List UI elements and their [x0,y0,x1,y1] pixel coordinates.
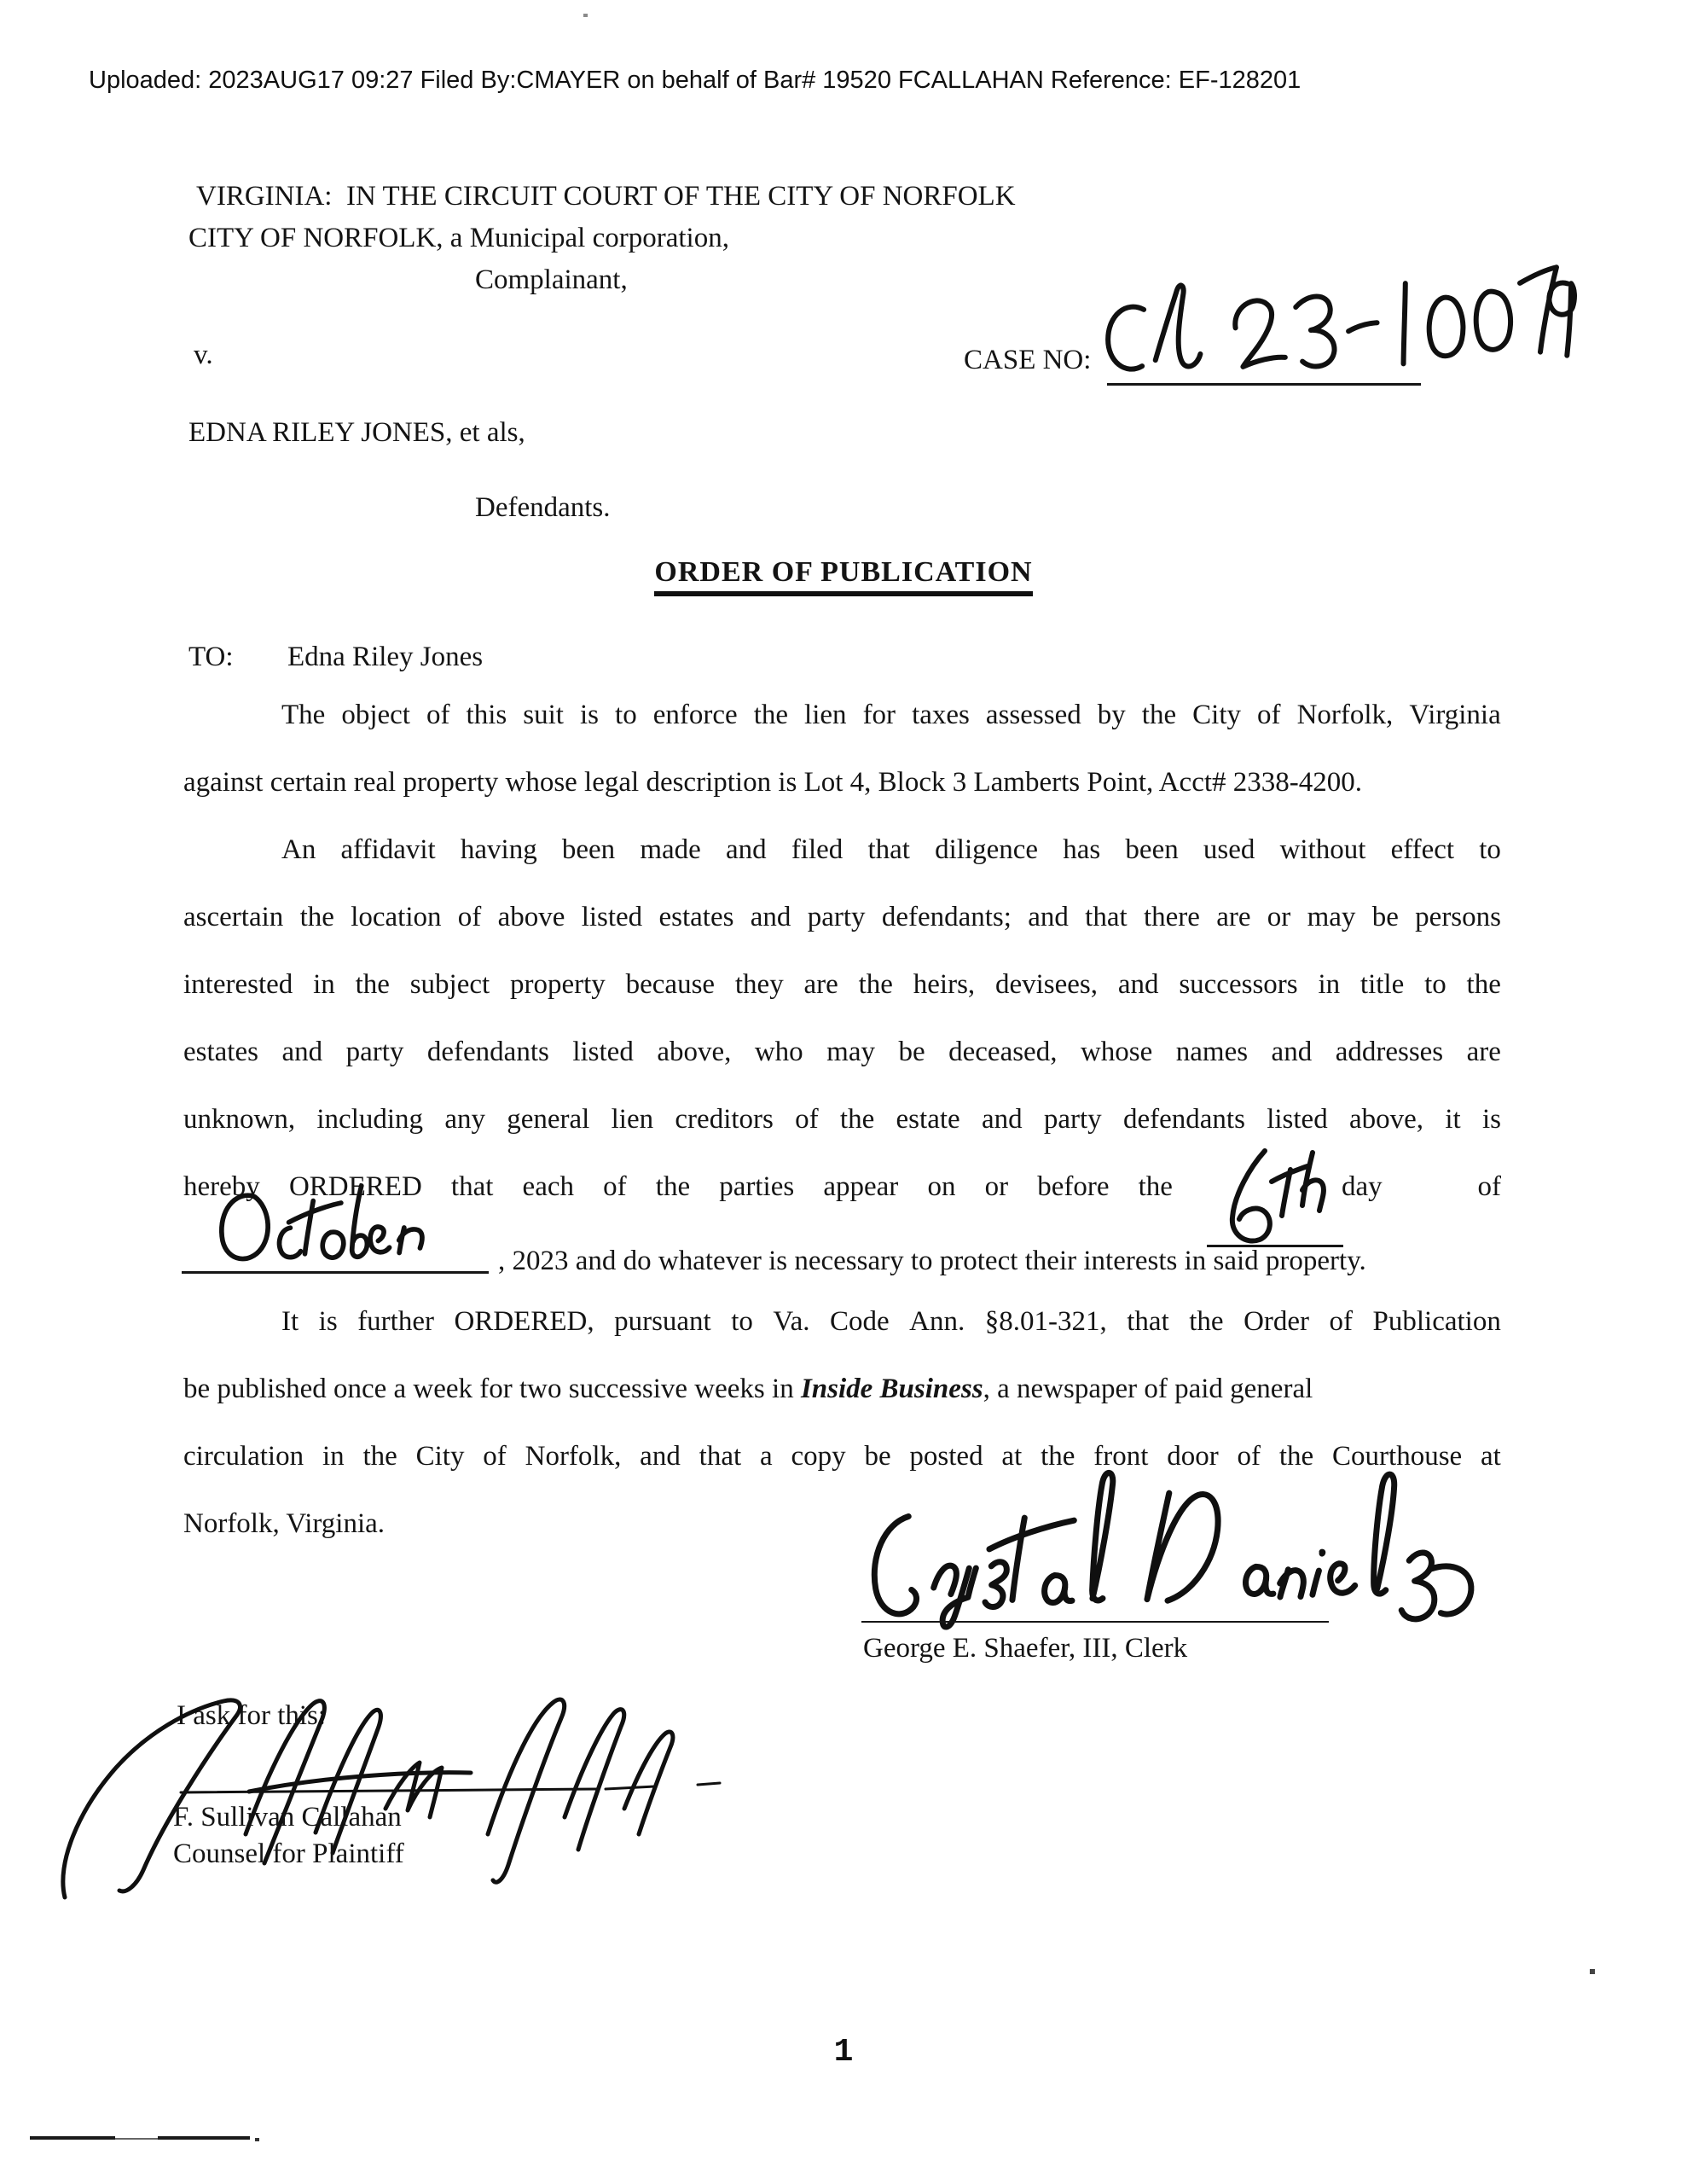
body-line-month-date [183,1237,1501,1278]
case-number-handwriting [1096,257,1588,393]
document-title-row [0,556,1687,596]
day-blank-slot [1214,1170,1383,1204]
body-line: Norfolk, Virginia. [183,1508,386,1539]
body-line: estates and party defendants listed above, who may be deceased, whose names and addresses are [183,1037,1501,1067]
court-caption-line: VIRGINIA: IN THE CIRCUIT COURT OF THE CITY OF NORFOLK [196,181,1016,212]
of-word: of [1477,1171,1501,1202]
newspaper-line-pre: be published once a week for two successive weeks in [183,1374,801,1404]
body-line: unknown, including any general lien creditors of the estate and party defendants listed above, it is [183,1104,1501,1135]
to-name: Edna Riley Jones [287,642,484,672]
scan-speck [583,14,588,17]
clerk-signature-line [861,1621,1329,1623]
day-blank [1214,1170,1342,1195]
scan-speck [255,2138,259,2141]
handwritten-month-october [186,1170,487,1278]
scan-speck [1590,1969,1595,1974]
body-line: An affidavit having been made and filed that diligence has been used without effect to [281,834,1501,865]
body-line-newspaper [183,1372,1501,1406]
body-line: against certain real property whose legal description is Lot 4, Block 3 Lamberts Point, Acct# 2338-4200. [183,767,1363,798]
defendant-role: Defendants. [475,492,611,523]
defendant-name: EDNA RILEY JONES, et als, [188,417,525,448]
day-word: day [1342,1171,1383,1202]
body-line: The object of this suit is to enforce the lien for taxes assessed by the City of Norfolk, Virginia [281,700,1501,730]
case-no-label: CASE NO: [964,345,1092,375]
page-number: 1 [833,2034,854,2071]
scan-line-artifact [158,2136,250,2140]
scan-line-artifact [30,2136,115,2140]
newspaper-name: Inside Business [800,1374,983,1404]
ordered-line-text: hereby ORDERED that each of the parties appear on or before the [183,1171,1173,1202]
filing-header: Uploaded: 2023AUG17 09:27 Filed By:CMAYER on behalf of Bar# 19520 FCALLAHAN Reference: EF-128201 [89,67,1301,94]
counsel-name: F. Sullivan Callahan [173,1802,402,1833]
clerk-signature-handwriting [853,1458,1504,1644]
handwritten-day-6th [1210,1141,1338,1252]
body-line: interested in the subject property because they are the heirs, devisees, and successors in title to the [183,969,1501,1000]
plaintiff-name: CITY OF NORFOLK, a Municipal corporation, [188,223,729,253]
body-line: It is further ORDERED, pursuant to Va. Code Ann. §8.01-321, that the Order of Publication [281,1306,1501,1337]
counsel-role: Counsel for Plaintiff [173,1838,404,1869]
body-line: circulation in the City of Norfolk, and that a copy be posted at the front door of the Courthouse at [183,1441,1501,1472]
clerk-name: George E. Shaefer, III, Clerk [863,1633,1188,1664]
newspaper-line-post: , a newspaper of paid general [983,1374,1313,1404]
ask-for-this-line: I ask for this: [177,1700,327,1731]
scan-line-artifact [115,2138,158,2140]
month-blank [183,1237,486,1269]
to-label: TO: [188,642,234,672]
versus-label: v. [194,340,213,370]
month-line-text: , 2023 and do whatever is necessary to protect their interests in said property. [498,1246,1366,1276]
plaintiff-role: Complainant, [475,264,628,295]
body-line: ascertain the location of above listed estates and party defendants; and that there are or may be persons [183,902,1501,932]
document-title: ORDER OF PUBLICATION [654,556,1032,596]
